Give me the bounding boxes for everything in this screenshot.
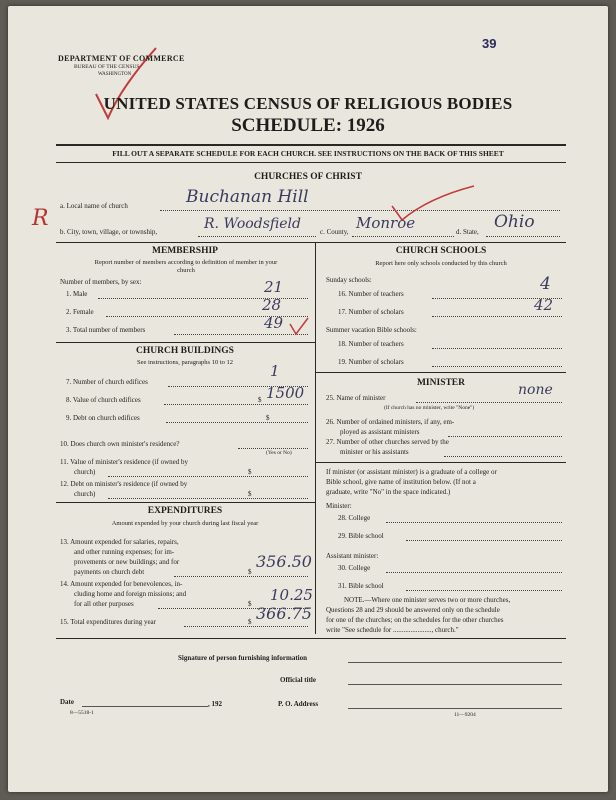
male-label: 1. Male — [66, 290, 88, 298]
divider — [56, 342, 315, 343]
po-address-label: P. O. Address — [278, 700, 319, 708]
divider — [315, 372, 566, 373]
college-label: 28. College — [338, 514, 371, 522]
date-label: Date — [60, 698, 74, 706]
total-members-value: 49 — [264, 314, 284, 332]
other-churches-label-2: minister or his assistants — [340, 448, 409, 456]
note-line-4: write "See schedule for ......................, church." — [326, 626, 459, 634]
denomination: CHURCHES OF CHRIST — [254, 172, 362, 182]
instruction-line: FILL OUT A SEPARATE SCHEDULE FOR EACH CHURCH. SEE INSTRUCTIONS ON THE BACK OF THIS SHEET — [112, 149, 504, 158]
note-line-2: Questions 28 and 29 should be answered only on the schedule — [326, 606, 500, 614]
state-label: d. State, — [456, 228, 479, 236]
minister-name-value: none — [518, 382, 553, 398]
membership-subtitle: Report number of members according to definition of member in your church — [94, 259, 278, 274]
minister-title: MINISTER — [416, 378, 466, 388]
graduate-note-2: Bible school, give name of institution below. (If not a — [326, 478, 476, 486]
church-name-label: a. Local name of church — [60, 202, 128, 210]
graduate-note-3: graduate, write "No" in the space indicated.) — [326, 488, 451, 496]
divider — [56, 638, 566, 639]
minister-name-label: 25. Name of minister — [326, 394, 386, 402]
summer-teachers-label: 18. Number of teachers — [338, 340, 404, 348]
divider — [56, 144, 566, 146]
edifice-debt-label: 9. Debt on church edifices — [66, 414, 140, 422]
buildings-title: CHURCH BUILDINGS — [136, 346, 234, 356]
residence-value-label-2: church) — [74, 468, 96, 476]
other-churches-label: 27. Number of other churches served by the — [326, 438, 449, 446]
city-label: b. City, town, village, or township, — [60, 228, 158, 236]
residence-debt-label: 12. Debt on minister's residence (if owned by — [60, 480, 188, 488]
schools-subtitle: Report here only schools conducted by this church — [375, 260, 507, 267]
sunday-teachers-label: 16. Number of teachers — [338, 290, 404, 298]
expenditures-title: EXPENDITURES — [147, 506, 223, 516]
graduate-note-1: If minister (or assistant minister) is a graduate of a college or — [326, 468, 497, 476]
male-value: 21 — [264, 278, 284, 296]
sunday-scholars-label: 17. Number of scholars — [338, 308, 404, 316]
running-expenses-label: 13. Amount expended for salaries, repairs, — [60, 538, 179, 546]
assistant-bible-school-label: 31. Bible school — [338, 582, 384, 590]
total-expenditures-value: 366.75 — [256, 604, 312, 623]
bible-school-label: 29. Bible school — [338, 532, 384, 540]
schools-title: CHURCH SCHOOLS — [395, 246, 487, 256]
print-number: 11—9204 — [454, 712, 476, 718]
minister-sub-label: Minister: — [326, 502, 352, 510]
female-label: 2. Female — [66, 308, 94, 316]
red-check-mark — [288, 316, 310, 338]
edifice-value-label: 8. Value of church edifices — [66, 396, 141, 404]
form-number: 8—5518-1 — [70, 710, 94, 716]
official-title-label: Official title — [280, 676, 316, 684]
members-by-sex: Number of members, by sex: — [60, 278, 142, 286]
running-expenses-label-3: provements or new buildings; and for — [74, 558, 180, 566]
membership-title: MEMBERSHIP — [152, 246, 218, 256]
edifices-value: 1 — [270, 362, 280, 380]
census-schedule-page: DEPARTMENT OF COMMERCE BUREAU OF THE CENSUS WASHINGTON 39 UNITED STATES CENSUS OF RELIGIOUS BODIES SCHEDULE: 1926 FILL OUT A SEPARATE SCHEDULE FOR EACH CHURCH. SEE INSTRUCTIONS ON THE BACK OF THIS SHEET CHURCHES OF CHRIST a. Local name of church Buchanan Hill R b. City, town, village, or township, R. Woodsfield c. County, Monroe d. State, Ohio MEMBERSHIP Report number of members according to definition of member in your church Number of members, by sex: 1. Male 21 2. Female 28 3. Total number of members 49 CHURCH BUILDINGS See instructions, paragraphs 10 to 12 7. Number of church edifices 1 8. Value of church edifices $ 1500 9. Debt on church edifices $ 10. Does church own minister's residence? (Yes or No) 11. Value of minister's residence (if owned by church) $ 12. Debt on minister's residence (if owned by church) $ EXPENDITURES Amount expended by your church during last fiscal year 13. Amount expended for salaries, repairs, and other running expenses; for im- provements or new buildings; and for payments on church debt $ 356.50 14. Amount expended for benevolences, in- cluding home and foreign missions; and for all other purposes $ 10.25 15. Total expenditures during year $ 366.75 CHURCH SCHOOLS Report here only schools conducted by this church Sunday schools: 16. Number of teachers 4 17. Number of scholars 42 Summer vacation Bible schools: 18. Number of teachers 19. Number of scholars MINISTER 25. Name of minister (If church has no minister, write "None") none 26. Number of ordained ministers, if any, em- ployed as assistant ministers 27. Number of other churches served by the minister or his assistants If minister (or assistant minister) is a graduate of a college or Bible school, give name of institution below. (If not a graduate, write "No" in the space indicated.) Minister: 28. College 29. Bible school Assistant minister: 30. College 31. Bible school NOTE.—Where one minister serves two or more churches, Questions 28 and 29 should be answered only on the schedule for one of the churches; on the schedules for the other churches write "See schedule for ......................, church." Signature of person furnishing information Official title Date , 192 P. O. Address 8—5518-1 11—9204 — [8, 6, 608, 792]
total-members-label: 3. Total number of members — [66, 326, 146, 334]
state-value: Ohio — [494, 212, 535, 232]
city-value: R. Woodsfield — [204, 216, 301, 232]
residence-label: 10. Does church own minister's residence? — [60, 440, 180, 448]
running-expenses-label-4: payments on church debt — [74, 568, 145, 576]
column-divider — [315, 242, 316, 634]
minister-name-hint: (If church has no minister, write "None") — [384, 405, 475, 411]
divider — [56, 242, 566, 243]
summer-schools: Summer vacation Bible schools: — [326, 326, 417, 334]
divider — [315, 462, 566, 463]
benevolences-label: 14. Amount expended for benevolences, in- — [60, 580, 183, 588]
divider — [56, 502, 315, 503]
county-label: c. County, — [320, 228, 349, 236]
expenditures-subtitle: Amount expended by your church during last fiscal year — [111, 520, 259, 527]
total-expenditures-label: 15. Total expenditures during year — [60, 618, 156, 626]
church-name-value: Buchanan Hill — [186, 187, 309, 207]
sunday-scholars-value: 42 — [534, 296, 554, 314]
bureau: BUREAU OF THE CENSUS — [74, 64, 140, 70]
ordained-label-2: ployed as assistant ministers — [340, 428, 420, 436]
benevolences-label-3: for all other purposes — [74, 600, 134, 608]
ordained-label: 26. Number of ordained ministers, if any, em- — [326, 418, 455, 426]
sunday-teachers-value: 4 — [540, 274, 551, 294]
note-line-1: NOTE.—Where one minister serves two or more churches, — [344, 596, 511, 604]
red-margin-mark: R — [32, 206, 49, 231]
running-expenses-value: 356.50 — [256, 552, 312, 571]
assistant-sub-label: Assistant minister: — [326, 552, 379, 560]
bureau-city: WASHINGTON — [98, 72, 132, 77]
form-subtitle: SCHEDULE: 1926 — [231, 115, 385, 136]
stamp-number: 39 — [482, 36, 497, 51]
residence-debt-label-2: church) — [74, 490, 96, 498]
signature-label: Signature of person furnishing information — [178, 654, 307, 662]
buildings-subtitle: See instructions, paragraphs 10 to 12 — [136, 359, 234, 366]
female-value: 28 — [262, 296, 282, 314]
benevolences-label-2: cluding home and foreign missions; and — [74, 590, 187, 598]
edifice-value-amount: 1500 — [266, 384, 305, 402]
note-line-3: for one of the churches; on the schedules for the other churches — [326, 616, 504, 624]
residence-hint: (Yes or No) — [266, 450, 292, 456]
form-title: UNITED STATES CENSUS OF RELIGIOUS BODIES — [103, 94, 513, 113]
running-expenses-label-2: and other running expenses; for im- — [74, 548, 175, 556]
date-year: , 192 — [208, 700, 222, 708]
divider — [56, 162, 566, 163]
sunday-schools: Sunday schools: — [326, 276, 372, 284]
summer-scholars-label: 19. Number of scholars — [338, 358, 404, 366]
edifices-label: 7. Number of church edifices — [66, 378, 148, 386]
county-value: Monroe — [356, 214, 416, 232]
department: DEPARTMENT OF COMMERCE — [58, 54, 185, 63]
benevolences-value: 10.25 — [270, 586, 313, 604]
residence-value-label: 11. Value of minister's residence (if owned by — [60, 458, 189, 466]
assistant-college-label: 30. College — [338, 564, 371, 572]
